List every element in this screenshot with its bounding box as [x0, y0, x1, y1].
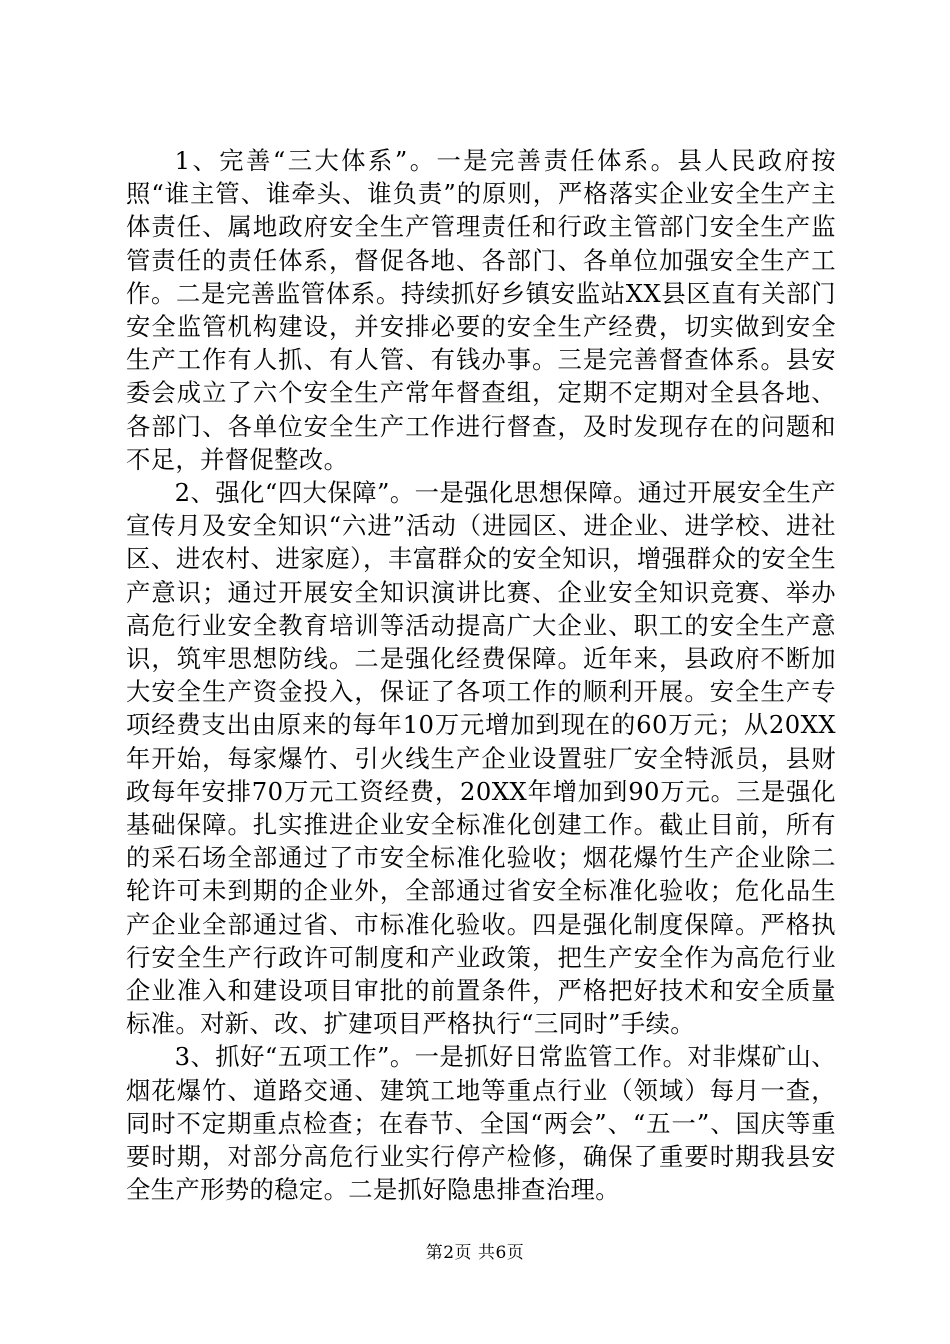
document-body: [126, 144, 836, 1207]
page-number-footer: 第2页 共6页: [425, 1243, 525, 1263]
paragraph-3: 3、抓好“五项工作”。一是抓好日常监管工作。对非煤矿山、烟花爆竹、道路交通、建筑工地等重点行业（领域）每月一查，同时不定期重点检查；在春节、全国“两会”、“五一”、国庆等重要时期，对部分高危行业实行停产检修，确保了重要时期我县安全生产形势的稳定。二是抓好隐患排查治理。: [126, 1042, 836, 1205]
paragraph-1: 1、完善“三大体系”。一是完善责任体系。县人民政府按照“谁主管、谁牵头、谁负责”的原则，严格落实企业安全生产主体责任、属地政府安全生产管理责任和行政主管部门安全生产监管责任的责任体系，督促各地、各部门、各单位加强安全生产工作。二是完善监管体系。持续抓好乡镇安监站XX县区直有关部门安全监管机构建设，并安排必要的安全生产经费，切实做到安全生产工作有人抓、有人管、有钱办事。三是完善督查体系。县安委会成立了六个安全生产常年督查组，定期不定期对全县各地、各部门、各单位安全生产工作进行督查，及时发现存在的问题和不足，并督促整改。: [126, 146, 836, 474]
paragraph-2: 2、强化“四大保障”。一是强化思想保障。通过开展安全生产宣传月及安全知识“六进”活动（进园区、进企业、进学校、进社区、进农村、进家庭），丰富群众的安全知识，增强群众的安全生产意识；通过开展安全知识演讲比赛、企业安全知识竞赛、举办高危行业安全教育培训等活动提高广大企业、职工的安全生产意识，筑牢思想防线。二是强化经费保障。近年来，县政府不断加大安全生产资金投入，保证了各项工作的顺利开展。安全生产专项经费支出由原来的每年10万元增加到现在的60万元；从20XX年开始，每家爆竹、引火线生产企业设置驻厂安全特派员，县财政每年安排70万元工资经费，20XX年增加到90万元。三是强化基础保障。扎实推进企业安全标准化创建工作。截止目前，所有的采石场全部通过了市安全标准化验收；烟花爆竹生产企业除二轮许可未到期的企业外，全部通过省安全标准化验收；危化品生产企业全部通过省、市标准化验收。四是强化制度保障。严格执行安全生产行政许可制度和产业政策，把生产安全作为高危行业企业准入和建设项目审批的前置条件，严格把好技术和安全质量标准。对新、改、扩建项目严格执行“三同时”手续。: [126, 478, 836, 1039]
